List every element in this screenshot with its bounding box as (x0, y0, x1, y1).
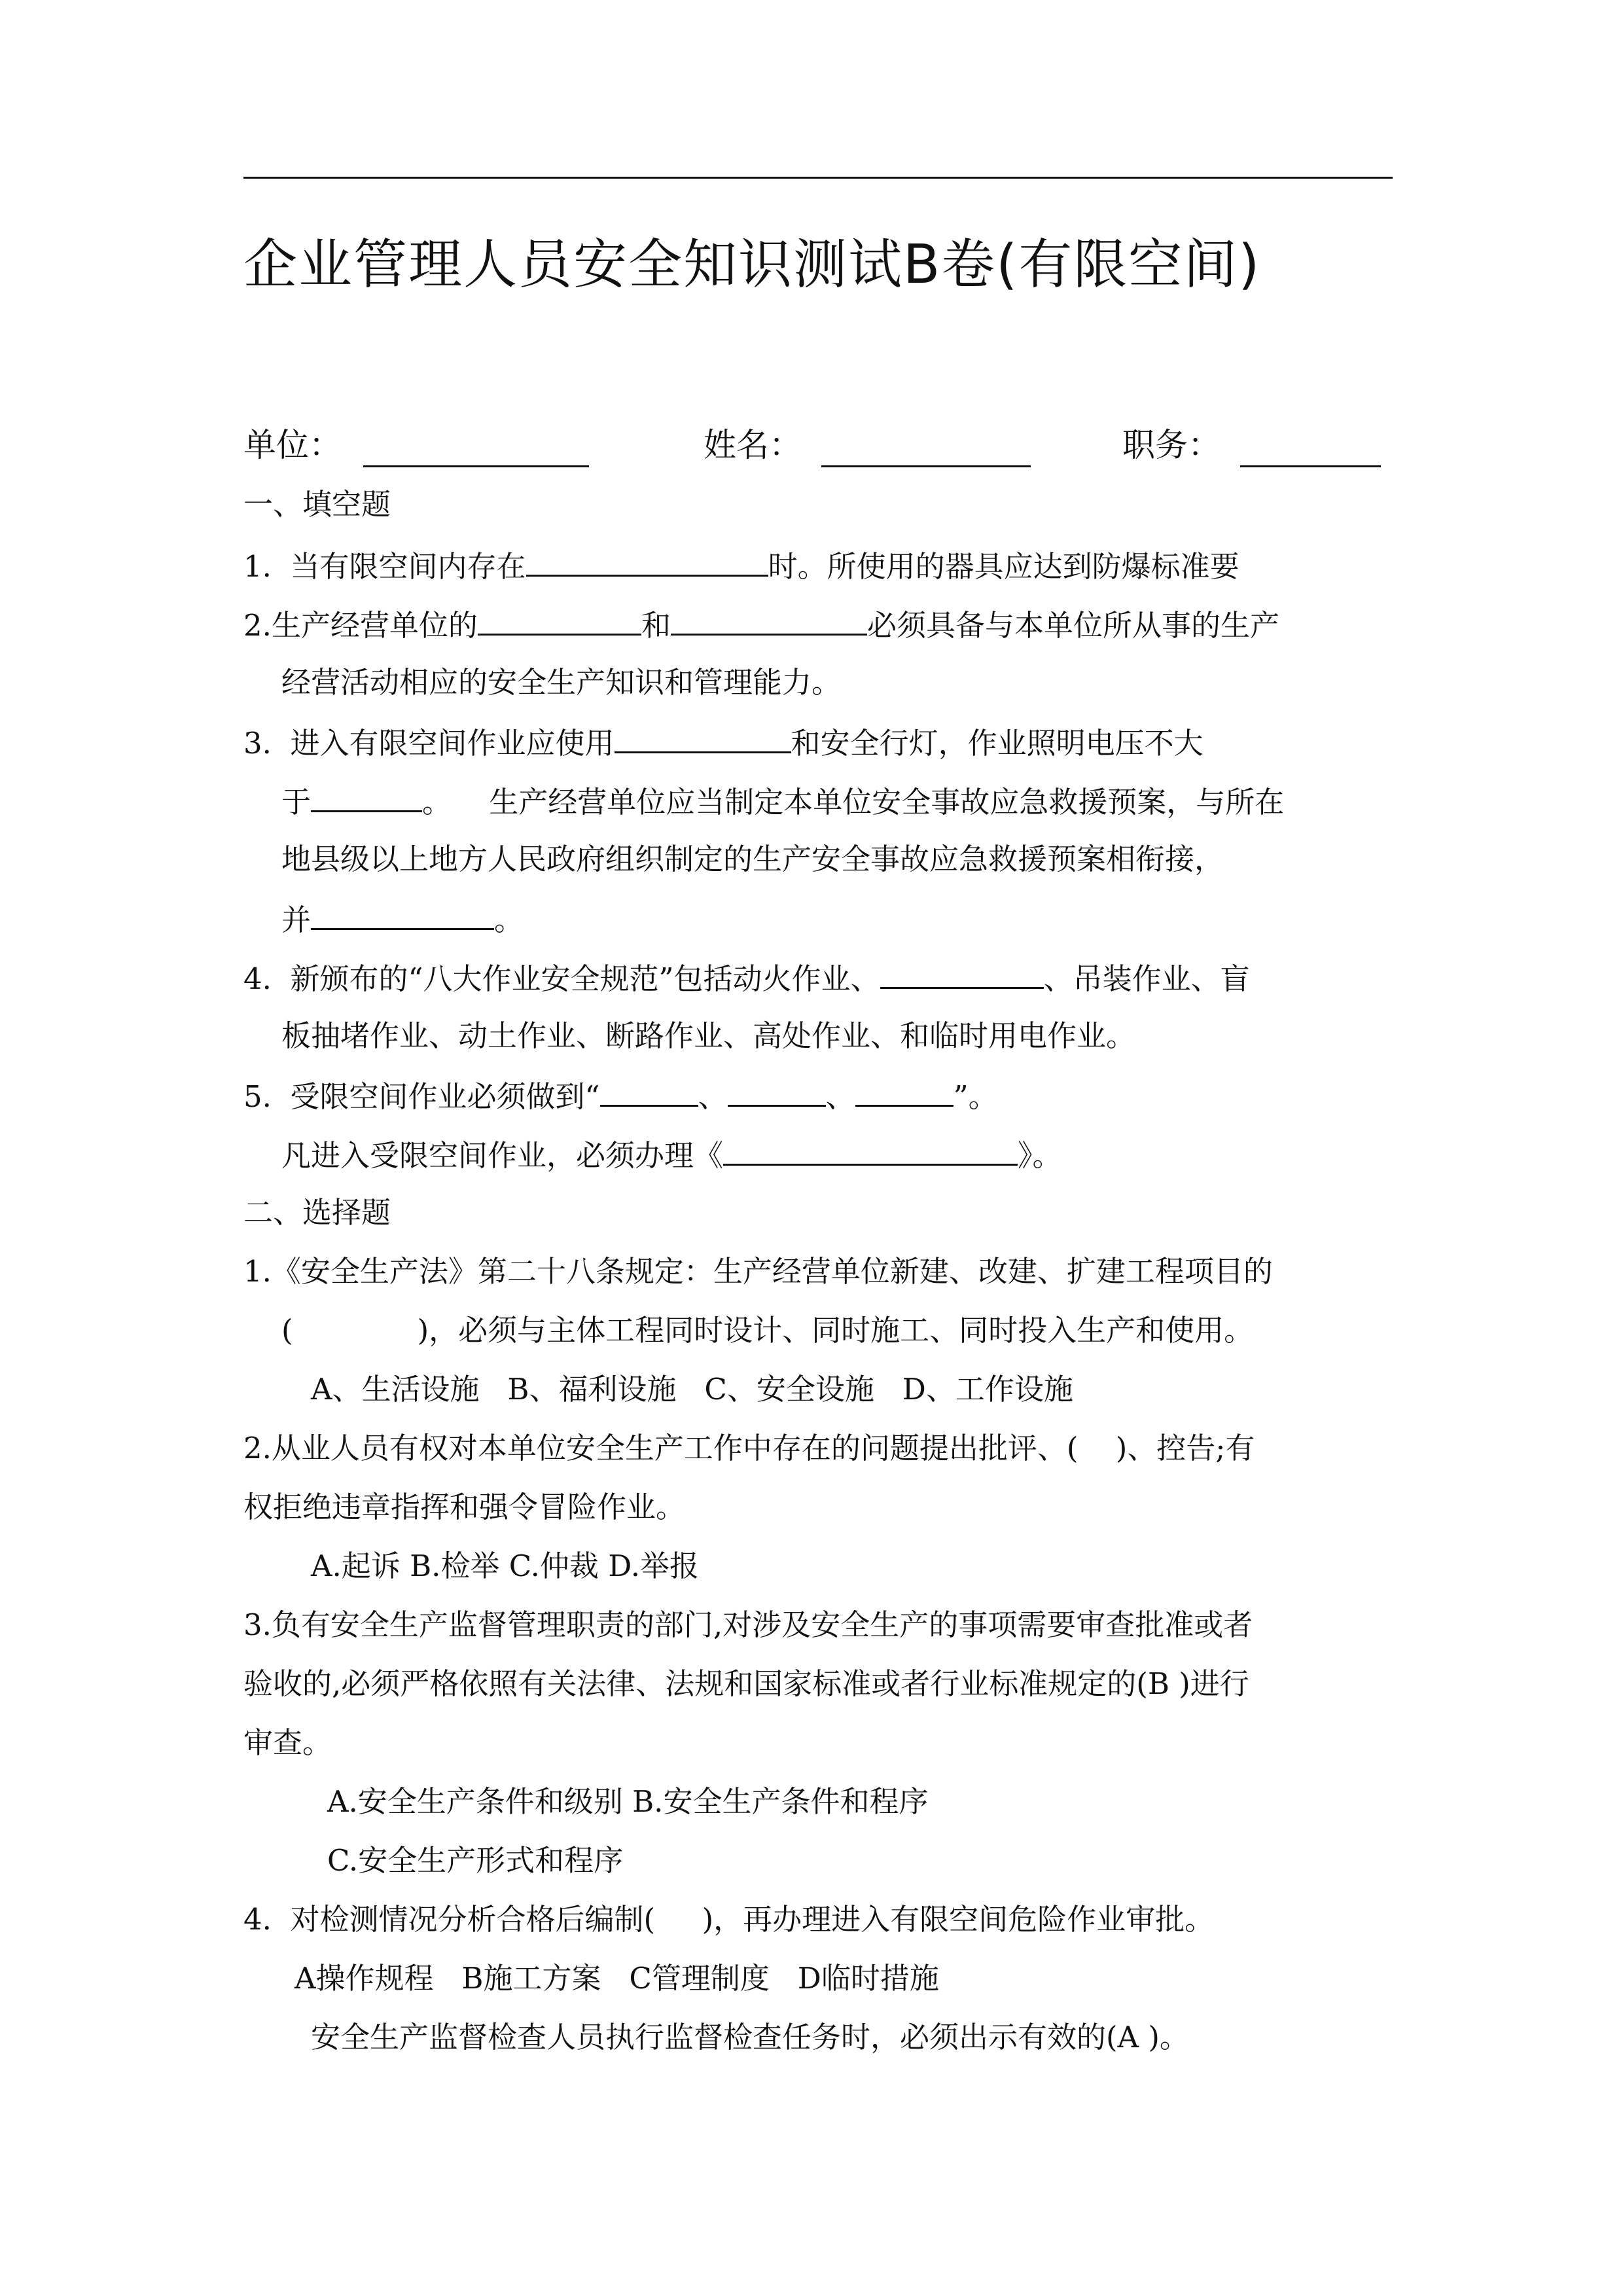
fill-question-3: 3. 进入有限空间作业应使用 和安全行灯，作业照明电压不大 (243, 719, 1204, 766)
fill-question-3-cont: 于 。 生产经营单位应当制定本单位安全事故应急救援预案，与所在 (281, 778, 1284, 825)
fill-question-1: 1. 当有限空间内存在 时。所使用的器具应达到防爆标准要 (243, 542, 1240, 590)
unit-label: 单位： (243, 426, 342, 464)
unit-field[interactable] (363, 465, 589, 467)
fill-question-4-cont: 板抽堵作业、动土作业、断路作业、高处作业、和临时用电作业。 (281, 1018, 1136, 1053)
choice-question-2: 2.从业人员有权对本单位安全生产工作中存在的问题提出批评、( )、控告;有 (243, 1431, 1255, 1465)
choice-question-3: 3.负有安全生产监督管理职责的部门,对涉及安全生产的事项需要审查批准或者 (243, 1607, 1253, 1642)
option-c[interactable]: C、安全设施 (704, 1372, 874, 1407)
fill-question-2-cont: 经营活动相应的安全生产知识和管理能力。 (281, 665, 842, 700)
header-rule (243, 177, 1393, 179)
answer-blank[interactable] (600, 1072, 698, 1107)
choice-question-1-options (311, 1367, 1073, 1412)
choice-question-1: 1.《安全生产法》第二十八条规定：生产经营单位新建、改建、扩建工程项目的 (243, 1254, 1273, 1289)
name-label: 姓名： (704, 426, 802, 464)
fill-question-3-cont2: 地县级以上地方人民政府组织制定的生产安全事故应急救援预案相衔接， (281, 842, 1224, 876)
fill-question-3-cont3: 并 。 (281, 895, 524, 943)
page-title: 企业管理人员安全知识测试B卷(有限空间) (243, 234, 1261, 296)
position-label: 职务： (1122, 426, 1221, 464)
choice-question-2-options: A.起诉 B.检举 C.仲裁 D.举报 (311, 1549, 699, 1583)
answer-blank[interactable] (728, 1072, 826, 1107)
section-heading-choice: 二、选择题 (243, 1195, 391, 1230)
answer-blank[interactable] (478, 601, 641, 636)
choice-question-1-cont: ( )，必须与主体工程同时设计、同时施工、同时投入生产和使用。 (281, 1313, 1254, 1348)
choice-question-2-cont: 权拒绝违章指挥和强令冒险作业。 (243, 1490, 686, 1524)
name-field[interactable] (821, 465, 1031, 467)
answer-blank[interactable] (615, 719, 791, 753)
choice-question-3-options: A.安全生产条件和级别 B.安全生产条件和程序 (327, 1784, 929, 1819)
choice-question-4-options: A操作规程 B施工方案 C管理制度 D临时措施 (294, 1961, 939, 1996)
answer-blank[interactable] (723, 1131, 1018, 1166)
option-a[interactable]: A、生活设施 (311, 1372, 480, 1407)
answer-blank[interactable] (311, 895, 494, 930)
position-field[interactable] (1240, 465, 1381, 467)
fill-question-2: 2.生产经营单位的 和 必须具备与本单位所从事的生产 (243, 601, 1279, 649)
choice-question-3-cont: 验收的,必须严格依照有关法律、法规和国家标准或者行业标准规定的(B )进行 (243, 1666, 1249, 1701)
choice-question-3-options-cont: C.安全生产形式和程序 (327, 1843, 624, 1878)
answer-blank[interactable] (311, 778, 422, 812)
choice-question-4: 4. 对检测情况分析合格后编制( )，再办理进入有限空间危险作业审批。 (243, 1902, 1215, 1937)
section-heading-fill: 一、填空题 (243, 487, 391, 522)
option-b[interactable]: B、福利设施 (507, 1372, 677, 1407)
answer-blank[interactable] (671, 601, 867, 636)
answer-blank[interactable] (526, 542, 768, 577)
fill-question-5-cont: 凡进入受限空间作业，必须办理《 》。 (281, 1131, 1062, 1179)
option-d[interactable]: D、工作设施 (902, 1372, 1073, 1407)
fill-question-5: 5. 受限空间作业必须做到“ 、 、 ”。 (243, 1072, 998, 1120)
fill-question-4: 4. 新颁布的“八大作业安全规范”包括动火作业、 、吊装作业、盲 (243, 954, 1250, 1002)
answer-blank[interactable] (880, 954, 1044, 989)
answer-blank[interactable] (855, 1072, 954, 1107)
choice-question-5: 安全生产监督检查人员执行监督检查任务时，必须出示有效的(A )。 (311, 2020, 1189, 2054)
choice-question-3-cont2: 审查。 (243, 1725, 332, 1760)
